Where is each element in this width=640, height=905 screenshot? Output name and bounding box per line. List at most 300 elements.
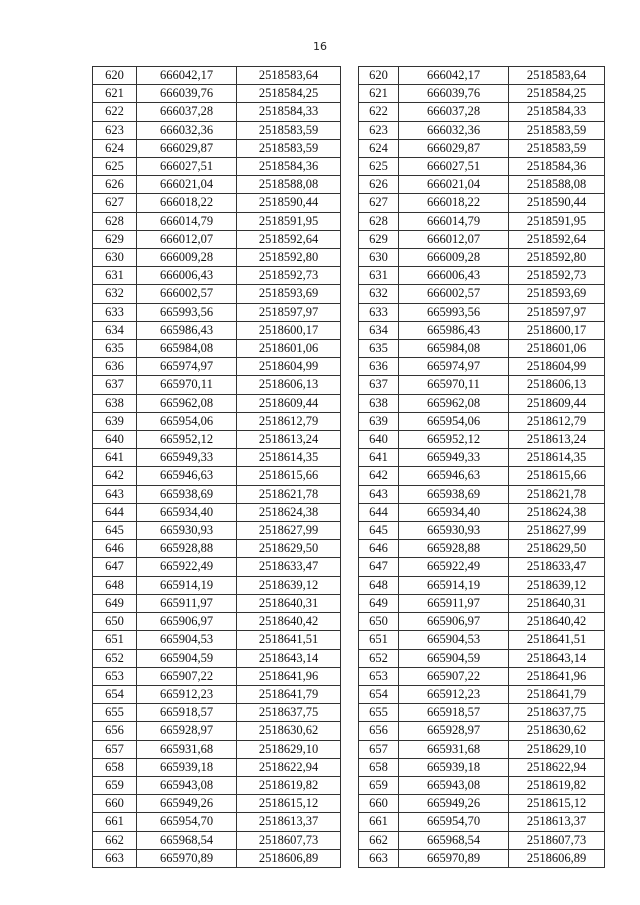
x-coordinate-cell: 666009,28 — [137, 249, 237, 267]
table-row — [93, 522, 341, 540]
x-coordinate-cell: 665928,97 — [137, 722, 237, 740]
x-coordinate-cell: 665946,63 — [137, 467, 237, 485]
table-row — [359, 449, 605, 467]
x-coordinate-cell: 666037,28 — [399, 103, 509, 121]
x-coordinate-cell: 666029,87 — [399, 139, 509, 157]
x-coordinate-cell: 666032,36 — [137, 121, 237, 139]
x-coordinate-cell: 665939,18 — [137, 758, 237, 776]
x-coordinate-cell: 665912,23 — [137, 685, 237, 703]
table-row — [359, 722, 605, 740]
table-row — [93, 412, 341, 430]
table-row — [359, 321, 605, 339]
point-number-cell: 633 — [359, 303, 399, 321]
y-coordinate-cell: 2518584,33 — [509, 103, 605, 121]
y-coordinate-cell: 2518607,73 — [509, 831, 605, 849]
x-coordinate-cell: 665970,89 — [137, 849, 237, 867]
point-number-cell: 630 — [93, 249, 137, 267]
x-coordinate-cell: 665954,06 — [399, 412, 509, 430]
point-number-cell: 645 — [93, 522, 137, 540]
y-coordinate-cell: 2518592,73 — [509, 267, 605, 285]
y-coordinate-cell: 2518583,64 — [509, 67, 605, 85]
y-coordinate-cell: 2518591,95 — [237, 212, 341, 230]
point-number-cell: 634 — [93, 321, 137, 339]
x-coordinate-cell: 665993,56 — [137, 303, 237, 321]
x-coordinate-cell: 665918,57 — [137, 704, 237, 722]
y-coordinate-cell: 2518641,51 — [509, 631, 605, 649]
table-row — [359, 740, 605, 758]
x-coordinate-cell: 666021,04 — [399, 176, 509, 194]
table-row — [359, 576, 605, 594]
x-coordinate-cell: 665946,63 — [399, 467, 509, 485]
x-coordinate-cell: 666039,76 — [399, 85, 509, 103]
point-number-cell: 650 — [93, 613, 137, 631]
point-number-cell: 656 — [93, 722, 137, 740]
x-coordinate-cell: 666012,07 — [137, 230, 237, 248]
x-coordinate-cell: 665918,57 — [399, 704, 509, 722]
point-number-cell: 648 — [359, 576, 399, 594]
y-coordinate-cell: 2518606,89 — [237, 849, 341, 867]
x-coordinate-cell: 666029,87 — [137, 139, 237, 157]
x-coordinate-cell: 665906,97 — [399, 613, 509, 631]
point-number-cell: 626 — [359, 176, 399, 194]
table-row — [359, 540, 605, 558]
y-coordinate-cell: 2518640,42 — [509, 613, 605, 631]
table-row — [359, 249, 605, 267]
point-number-cell: 653 — [359, 667, 399, 685]
table-row — [93, 340, 341, 358]
x-coordinate-cell: 666009,28 — [399, 249, 509, 267]
point-number-cell: 625 — [359, 158, 399, 176]
x-coordinate-cell: 665986,43 — [137, 321, 237, 339]
x-coordinate-cell: 666006,43 — [137, 267, 237, 285]
y-coordinate-cell: 2518613,37 — [237, 813, 341, 831]
y-coordinate-cell: 2518614,35 — [237, 449, 341, 467]
x-coordinate-cell: 665949,33 — [137, 449, 237, 467]
point-number-cell: 646 — [93, 540, 137, 558]
table-row — [93, 467, 341, 485]
point-number-cell: 621 — [359, 85, 399, 103]
table-row — [359, 176, 605, 194]
table-row — [93, 67, 341, 85]
point-number-cell: 643 — [359, 485, 399, 503]
y-coordinate-cell: 2518637,75 — [237, 704, 341, 722]
point-number-cell: 647 — [359, 558, 399, 576]
table-row — [93, 540, 341, 558]
point-number-cell: 644 — [93, 503, 137, 521]
point-number-cell: 641 — [93, 449, 137, 467]
y-coordinate-cell: 2518600,17 — [509, 321, 605, 339]
x-coordinate-cell: 665954,70 — [137, 813, 237, 831]
y-coordinate-cell: 2518615,66 — [237, 467, 341, 485]
point-number-cell: 638 — [359, 394, 399, 412]
y-coordinate-cell: 2518591,95 — [509, 212, 605, 230]
y-coordinate-cell: 2518601,06 — [509, 340, 605, 358]
y-coordinate-cell: 2518606,89 — [509, 849, 605, 867]
y-coordinate-cell: 2518583,59 — [509, 139, 605, 157]
y-coordinate-cell: 2518622,94 — [509, 758, 605, 776]
point-number-cell: 622 — [359, 103, 399, 121]
y-coordinate-cell: 2518639,12 — [509, 576, 605, 594]
table-row — [93, 813, 341, 831]
table-row — [93, 158, 341, 176]
x-coordinate-cell: 665962,08 — [137, 394, 237, 412]
y-coordinate-cell: 2518583,64 — [237, 67, 341, 85]
table-row — [93, 667, 341, 685]
y-coordinate-cell: 2518627,99 — [237, 522, 341, 540]
table-row — [93, 303, 341, 321]
point-number-cell: 642 — [359, 467, 399, 485]
y-coordinate-cell: 2518604,99 — [237, 358, 341, 376]
point-number-cell: 627 — [93, 194, 137, 212]
x-coordinate-cell: 665907,22 — [137, 667, 237, 685]
x-coordinate-cell: 666042,17 — [137, 67, 237, 85]
y-coordinate-cell: 2518612,79 — [237, 412, 341, 430]
point-number-cell: 629 — [93, 230, 137, 248]
point-number-cell: 639 — [359, 412, 399, 430]
y-coordinate-cell: 2518597,97 — [509, 303, 605, 321]
table-row — [359, 340, 605, 358]
point-number-cell: 648 — [93, 576, 137, 594]
y-coordinate-cell: 2518640,31 — [509, 594, 605, 612]
point-number-cell: 624 — [93, 139, 137, 157]
y-coordinate-cell: 2518606,13 — [237, 376, 341, 394]
point-number-cell: 662 — [93, 831, 137, 849]
x-coordinate-cell: 665930,93 — [399, 522, 509, 540]
y-coordinate-cell: 2518629,10 — [237, 740, 341, 758]
point-number-cell: 633 — [93, 303, 137, 321]
table-row — [359, 704, 605, 722]
x-coordinate-cell: 665904,59 — [399, 649, 509, 667]
table-row — [359, 285, 605, 303]
point-number-cell: 640 — [93, 431, 137, 449]
table-row — [359, 594, 605, 612]
y-coordinate-cell: 2518615,12 — [509, 795, 605, 813]
x-coordinate-cell: 665952,12 — [137, 431, 237, 449]
y-coordinate-cell: 2518590,44 — [237, 194, 341, 212]
x-coordinate-cell: 665934,40 — [399, 503, 509, 521]
point-number-cell: 632 — [359, 285, 399, 303]
y-coordinate-cell: 2518583,59 — [237, 139, 341, 157]
point-number-cell: 660 — [93, 795, 137, 813]
x-coordinate-cell: 666012,07 — [399, 230, 509, 248]
x-coordinate-cell: 665911,97 — [399, 594, 509, 612]
y-coordinate-cell: 2518629,50 — [509, 540, 605, 558]
table-row — [359, 849, 605, 867]
point-number-cell: 656 — [359, 722, 399, 740]
y-coordinate-cell: 2518643,14 — [509, 649, 605, 667]
y-coordinate-cell: 2518619,82 — [509, 776, 605, 794]
table-row — [93, 249, 341, 267]
table-row — [359, 85, 605, 103]
y-coordinate-cell: 2518615,12 — [237, 795, 341, 813]
table-row — [359, 831, 605, 849]
table-row — [93, 594, 341, 612]
point-number-cell: 645 — [359, 522, 399, 540]
point-number-cell: 638 — [93, 394, 137, 412]
y-coordinate-cell: 2518609,44 — [237, 394, 341, 412]
y-coordinate-cell: 2518640,42 — [237, 613, 341, 631]
x-coordinate-cell: 665954,06 — [137, 412, 237, 430]
x-coordinate-cell: 666027,51 — [137, 158, 237, 176]
point-number-cell: 663 — [93, 849, 137, 867]
table-row — [359, 103, 605, 121]
point-number-cell: 628 — [93, 212, 137, 230]
y-coordinate-cell: 2518592,80 — [237, 249, 341, 267]
point-number-cell: 663 — [359, 849, 399, 867]
x-coordinate-cell: 666018,22 — [137, 194, 237, 212]
x-coordinate-cell: 665931,68 — [137, 740, 237, 758]
x-coordinate-cell: 665928,97 — [399, 722, 509, 740]
point-number-cell: 649 — [93, 594, 137, 612]
point-number-cell: 651 — [93, 631, 137, 649]
table-row — [93, 631, 341, 649]
x-coordinate-cell: 665943,08 — [137, 776, 237, 794]
point-number-cell: 652 — [359, 649, 399, 667]
y-coordinate-cell: 2518607,73 — [237, 831, 341, 849]
y-coordinate-cell: 2518584,33 — [237, 103, 341, 121]
x-coordinate-cell: 665938,69 — [137, 485, 237, 503]
table-row — [93, 285, 341, 303]
point-number-cell: 625 — [93, 158, 137, 176]
table-row — [359, 212, 605, 230]
y-coordinate-cell: 2518583,59 — [509, 121, 605, 139]
point-number-cell: 649 — [359, 594, 399, 612]
y-coordinate-cell: 2518640,31 — [237, 594, 341, 612]
table-row — [359, 813, 605, 831]
x-coordinate-cell: 666042,17 — [399, 67, 509, 85]
point-number-cell: 630 — [359, 249, 399, 267]
y-coordinate-cell: 2518600,17 — [237, 321, 341, 339]
x-coordinate-cell: 666002,57 — [399, 285, 509, 303]
x-coordinate-cell: 666002,57 — [137, 285, 237, 303]
x-coordinate-cell: 665928,88 — [399, 540, 509, 558]
point-number-cell: 651 — [359, 631, 399, 649]
table-row — [93, 358, 341, 376]
table-row — [359, 503, 605, 521]
y-coordinate-cell: 2518604,99 — [509, 358, 605, 376]
page-number: 16 — [313, 40, 327, 53]
coordinates-table-right — [358, 66, 605, 868]
point-number-cell: 660 — [359, 795, 399, 813]
y-coordinate-cell: 2518583,59 — [237, 121, 341, 139]
table-row — [359, 158, 605, 176]
point-number-cell: 650 — [359, 613, 399, 631]
x-coordinate-cell: 665970,11 — [137, 376, 237, 394]
x-coordinate-cell: 665949,26 — [399, 795, 509, 813]
table-row — [93, 831, 341, 849]
x-coordinate-cell: 665993,56 — [399, 303, 509, 321]
y-coordinate-cell: 2518584,36 — [237, 158, 341, 176]
point-number-cell: 643 — [93, 485, 137, 503]
table-row — [93, 449, 341, 467]
table-row — [93, 613, 341, 631]
x-coordinate-cell: 665904,53 — [399, 631, 509, 649]
point-number-cell: 655 — [93, 704, 137, 722]
point-number-cell: 641 — [359, 449, 399, 467]
x-coordinate-cell: 666018,22 — [399, 194, 509, 212]
table-row — [359, 139, 605, 157]
table-row — [359, 230, 605, 248]
table-row — [93, 121, 341, 139]
table-row — [93, 176, 341, 194]
y-coordinate-cell: 2518592,64 — [237, 230, 341, 248]
x-coordinate-cell: 666037,28 — [137, 103, 237, 121]
table-row — [359, 613, 605, 631]
point-number-cell: 632 — [93, 285, 137, 303]
table-row — [359, 67, 605, 85]
x-coordinate-cell: 665968,54 — [137, 831, 237, 849]
point-number-cell: 623 — [93, 121, 137, 139]
point-number-cell: 659 — [359, 776, 399, 794]
y-coordinate-cell: 2518592,73 — [237, 267, 341, 285]
point-number-cell: 658 — [93, 758, 137, 776]
table-row — [359, 358, 605, 376]
point-number-cell: 644 — [359, 503, 399, 521]
table-row — [359, 558, 605, 576]
y-coordinate-cell: 2518637,75 — [509, 704, 605, 722]
table-row — [93, 685, 341, 703]
y-coordinate-cell: 2518590,44 — [509, 194, 605, 212]
y-coordinate-cell: 2518592,80 — [509, 249, 605, 267]
y-coordinate-cell: 2518612,79 — [509, 412, 605, 430]
y-coordinate-cell: 2518621,78 — [237, 485, 341, 503]
point-number-cell: 635 — [93, 340, 137, 358]
point-number-cell: 635 — [359, 340, 399, 358]
point-number-cell: 647 — [93, 558, 137, 576]
x-coordinate-cell: 665984,08 — [137, 340, 237, 358]
x-coordinate-cell: 665939,18 — [399, 758, 509, 776]
point-number-cell: 637 — [93, 376, 137, 394]
y-coordinate-cell: 2518606,13 — [509, 376, 605, 394]
table-row — [359, 485, 605, 503]
point-number-cell: 654 — [359, 685, 399, 703]
point-number-cell: 659 — [93, 776, 137, 794]
point-number-cell: 639 — [93, 412, 137, 430]
table-row — [93, 230, 341, 248]
x-coordinate-cell: 665974,97 — [399, 358, 509, 376]
y-coordinate-cell: 2518592,64 — [509, 230, 605, 248]
y-coordinate-cell: 2518622,94 — [237, 758, 341, 776]
y-coordinate-cell: 2518614,35 — [509, 449, 605, 467]
point-number-cell: 661 — [359, 813, 399, 831]
y-coordinate-cell: 2518641,51 — [237, 631, 341, 649]
x-coordinate-cell: 665907,22 — [399, 667, 509, 685]
table-row — [93, 795, 341, 813]
table-row — [93, 394, 341, 412]
table-row — [359, 758, 605, 776]
x-coordinate-cell: 665930,93 — [137, 522, 237, 540]
table-row — [93, 704, 341, 722]
point-number-cell: 653 — [93, 667, 137, 685]
x-coordinate-cell: 665914,19 — [399, 576, 509, 594]
y-coordinate-cell: 2518627,99 — [509, 522, 605, 540]
table-row — [359, 412, 605, 430]
table-row — [93, 503, 341, 521]
table-row — [359, 467, 605, 485]
table-row — [359, 649, 605, 667]
x-coordinate-cell: 665949,33 — [399, 449, 509, 467]
x-coordinate-cell: 666032,36 — [399, 121, 509, 139]
table-row — [359, 394, 605, 412]
y-coordinate-cell: 2518593,69 — [509, 285, 605, 303]
table-row — [93, 740, 341, 758]
y-coordinate-cell: 2518609,44 — [509, 394, 605, 412]
x-coordinate-cell: 666021,04 — [137, 176, 237, 194]
x-coordinate-cell: 665968,54 — [399, 831, 509, 849]
x-coordinate-cell: 666014,79 — [399, 212, 509, 230]
x-coordinate-cell: 665912,23 — [399, 685, 509, 703]
table-row — [93, 321, 341, 339]
point-number-cell: 622 — [93, 103, 137, 121]
coordinates-table-left — [92, 66, 341, 868]
point-number-cell: 637 — [359, 376, 399, 394]
table-row — [93, 212, 341, 230]
point-number-cell: 631 — [359, 267, 399, 285]
x-coordinate-cell: 665911,97 — [137, 594, 237, 612]
table-row — [93, 649, 341, 667]
y-coordinate-cell: 2518643,14 — [237, 649, 341, 667]
table-row — [359, 776, 605, 794]
point-number-cell: 621 — [93, 85, 137, 103]
x-coordinate-cell: 665904,59 — [137, 649, 237, 667]
y-coordinate-cell: 2518641,79 — [237, 685, 341, 703]
x-coordinate-cell: 665974,97 — [137, 358, 237, 376]
point-number-cell: 636 — [359, 358, 399, 376]
x-coordinate-cell: 665904,53 — [137, 631, 237, 649]
point-number-cell: 658 — [359, 758, 399, 776]
point-number-cell: 661 — [93, 813, 137, 831]
table-row — [359, 522, 605, 540]
x-coordinate-cell: 665906,97 — [137, 613, 237, 631]
point-number-cell: 642 — [93, 467, 137, 485]
point-number-cell: 623 — [359, 121, 399, 139]
table-row — [93, 576, 341, 594]
y-coordinate-cell: 2518597,97 — [237, 303, 341, 321]
point-number-cell: 631 — [93, 267, 137, 285]
table-row — [93, 103, 341, 121]
table-row — [93, 85, 341, 103]
x-coordinate-cell: 665986,43 — [399, 321, 509, 339]
x-coordinate-cell: 666027,51 — [399, 158, 509, 176]
x-coordinate-cell: 665922,49 — [399, 558, 509, 576]
point-number-cell: 626 — [93, 176, 137, 194]
table-row — [359, 631, 605, 649]
point-number-cell: 662 — [359, 831, 399, 849]
table-row — [359, 431, 605, 449]
x-coordinate-cell: 665954,70 — [399, 813, 509, 831]
y-coordinate-cell: 2518584,25 — [237, 85, 341, 103]
x-coordinate-cell: 665970,11 — [399, 376, 509, 394]
table-row — [359, 795, 605, 813]
point-number-cell: 620 — [359, 67, 399, 85]
point-number-cell: 628 — [359, 212, 399, 230]
y-coordinate-cell: 2518613,24 — [237, 431, 341, 449]
y-coordinate-cell: 2518613,24 — [509, 431, 605, 449]
table-row — [359, 376, 605, 394]
point-number-cell: 629 — [359, 230, 399, 248]
table-row — [359, 121, 605, 139]
y-coordinate-cell: 2518630,62 — [237, 722, 341, 740]
table-row — [93, 485, 341, 503]
y-coordinate-cell: 2518601,06 — [237, 340, 341, 358]
y-coordinate-cell: 2518639,12 — [237, 576, 341, 594]
table-row — [359, 303, 605, 321]
y-coordinate-cell: 2518630,62 — [509, 722, 605, 740]
x-coordinate-cell: 665931,68 — [399, 740, 509, 758]
x-coordinate-cell: 665962,08 — [399, 394, 509, 412]
x-coordinate-cell: 665928,88 — [137, 540, 237, 558]
table-row — [93, 722, 341, 740]
